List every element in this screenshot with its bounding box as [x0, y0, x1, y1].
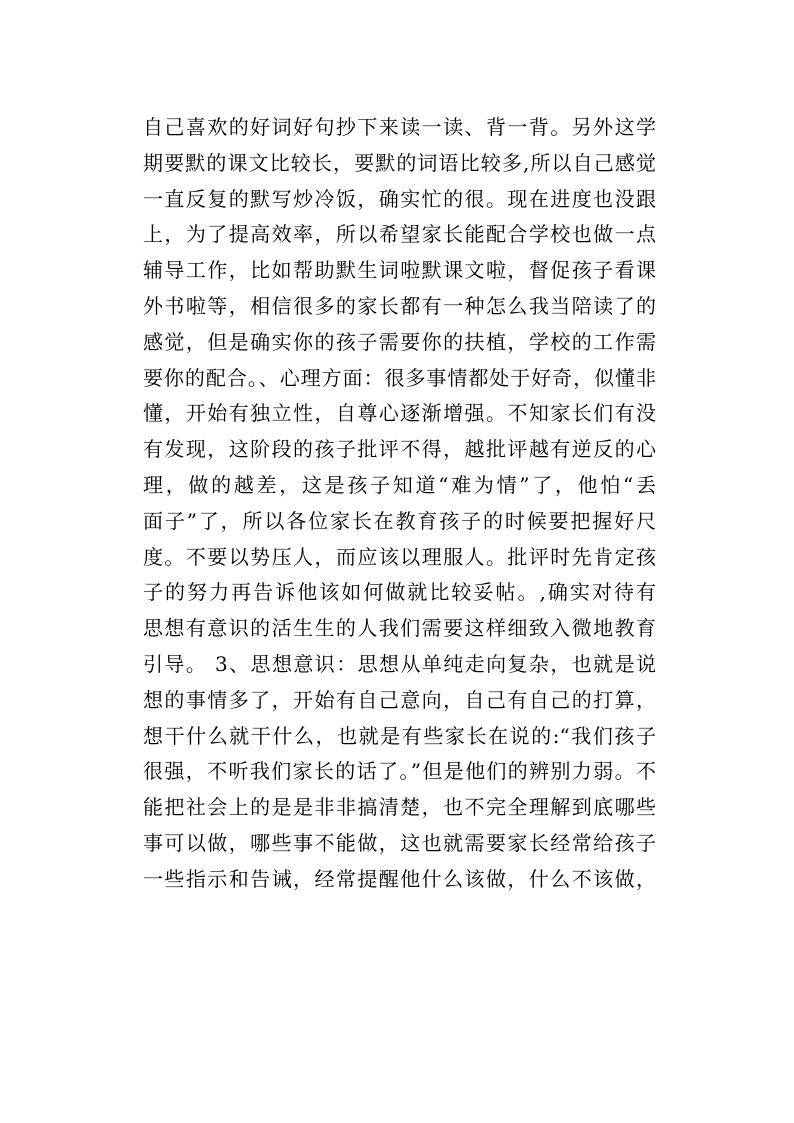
text-line: 有发现，这阶段的孩子批评不得，越批评越有逆反的心	[143, 437, 656, 462]
text-line: 度。不要以势压人，而应该以理服人。批评时先肯定孩	[143, 544, 656, 569]
text-line: 一些指示和告诫，经常提醒他什么该做，什么不该做，	[143, 866, 656, 891]
text-line: 一直反复的默写炒冷饭，确实忙的很。现在进度也没跟	[143, 186, 656, 211]
text-line: 想的事情多了，开始有自己意向，自己有自己的打算，	[143, 687, 656, 712]
text-line: 外书啦等，相信很多的家长都有一种怎么我当陪读了的	[143, 293, 656, 318]
text-line: 想干什么就干什么，也就是有些家长在说的:“我们孩子	[143, 723, 656, 748]
text-line: 子的努力再告诉他该如何做就比较妥帖。,确实对待有	[143, 580, 656, 605]
text-line: 感觉，但是确实你的孩子需要你的扶植，学校的工作需	[143, 329, 656, 354]
text-line: 面子”了，所以各位家长在教育孩子的时候要把握好尺	[143, 508, 656, 533]
text-line: 很强，不听我们家长的话了。”但是他们的辨别力弱。不	[143, 759, 656, 784]
text-line: 辅导工作，比如帮助默生词啦默课文啦，督促孩子看课	[143, 258, 656, 283]
text-line: 能把社会上的是是非非搞清楚，也不完全理解到底哪些	[143, 795, 656, 820]
text-line: 自己喜欢的好词好句抄下来读一读、背一背。另外这学	[143, 115, 656, 139]
text-line: 理，做的越差，这是孩子知道“难为情”了，他怕“丢	[143, 472, 656, 497]
body-text	[143, 110, 656, 898]
text-line: 懂，开始有独立性，自尊心逐渐增强。不知家长们有没	[143, 401, 656, 426]
text-line: 上，为了提高效率，所以希望家长能配合学校也做一点	[143, 222, 656, 247]
text-line: 事可以做，哪些事不能做，这也就需要家长经常给孩子	[143, 830, 656, 855]
text-line: 引导。 3、思想意识：思想从单纯走向复杂，也就是说	[143, 651, 656, 676]
text-line: 思想有意识的活生生的人我们需要这样细致入微地教育	[143, 616, 656, 641]
text-line: 要你的配合。、心理方面：很多事情都处于好奇，似懂非	[143, 365, 656, 390]
text-line: 期要默的课文比较长，要默的词语比较多,所以自己感觉	[143, 150, 656, 175]
